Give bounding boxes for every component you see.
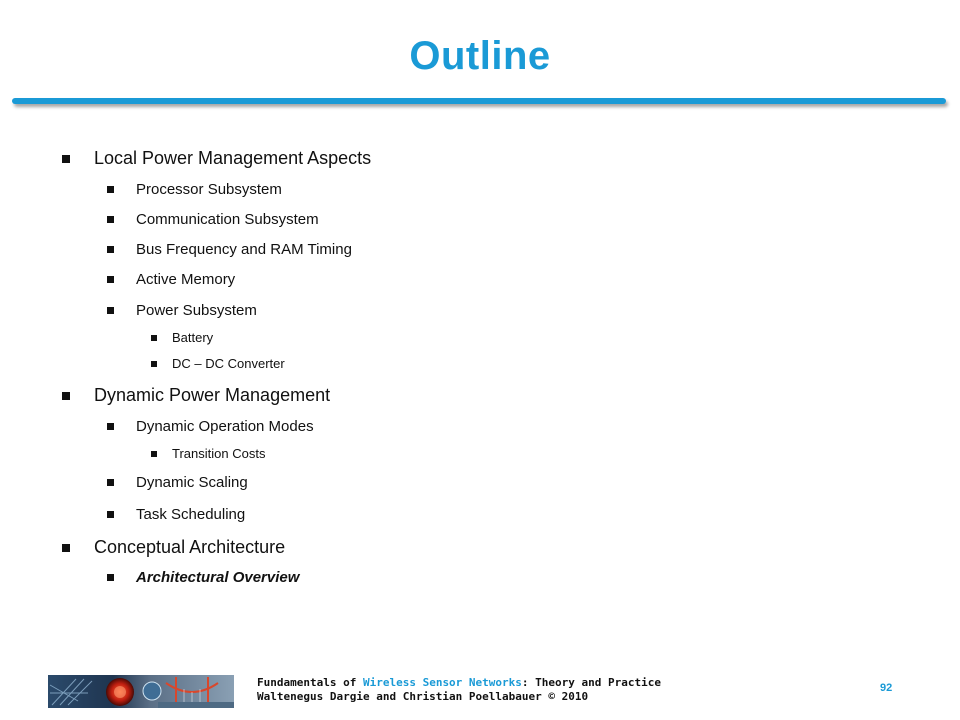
outline-item-label: Local Power Management Aspects [94,148,372,168]
outline-item-label: Communication Subsystem [136,211,319,228]
square-bullet-icon [107,186,114,193]
outline-item [107,211,319,228]
outline-item-label: Dynamic Operation Modes [136,418,314,435]
square-bullet-icon [107,423,114,430]
square-bullet-icon [62,392,70,400]
outline-item [107,302,257,319]
outline-item [62,148,371,169]
square-bullet-icon [151,361,157,367]
footer-line-1-suffix: : Theory and Practice [521,676,661,689]
outline-item [107,474,248,491]
footer-line-1-highlight: Wireless Sensor Networks [362,676,522,689]
outline-item-label: Dynamic Power Management [94,385,331,405]
page-number: 92 [880,682,893,694]
outline-item [107,271,235,288]
outline-item-label: DC – DC Converter [172,356,285,371]
square-bullet-icon [151,451,157,457]
square-bullet-icon [107,511,114,518]
footer-line-2: Waltenegus Dargie and Christian Poellabauer © 2010 [257,690,589,703]
outline-item [107,506,245,523]
outline-item [107,241,352,258]
outline-item-label: Task Scheduling [136,506,246,523]
outline-item [62,385,330,406]
outline-item-label: Bus Frequency and RAM Timing [136,241,352,258]
square-bullet-icon [107,246,114,253]
outline-item-label: Processor Subsystem [136,181,282,198]
square-bullet-icon [107,479,114,486]
outline-item [62,537,285,558]
square-bullet-icon [107,276,114,283]
outline-item-current [107,569,299,586]
outline-item [107,418,314,435]
title-divider [12,98,946,104]
footer-citation [257,676,661,704]
outline-item [151,356,285,371]
footer-line-1 [257,676,661,690]
outline-item-label: Battery [172,330,214,345]
outline-item-label: Dynamic Scaling [136,474,248,491]
square-bullet-icon [62,544,70,552]
outline-item-label: Transition Costs [172,446,266,461]
square-bullet-icon [62,155,70,163]
outline-item-label: Conceptual Architecture [94,537,286,557]
square-bullet-icon [107,307,114,314]
outline-item [107,181,282,198]
square-bullet-icon [107,216,114,223]
square-bullet-icon [151,335,157,341]
footer-line-1-prefix: Fundamentals of [257,676,363,689]
outline-item-label: Architectural Overview [136,569,300,586]
outline-item-label: Active Memory [136,271,236,288]
sensor-network-banner-image [48,675,234,708]
outline-item [151,330,213,345]
outline-item-label: Power Subsystem [136,302,257,319]
square-bullet-icon [107,574,114,581]
slide-title: Outline [409,34,551,78]
outline-item [151,446,265,461]
